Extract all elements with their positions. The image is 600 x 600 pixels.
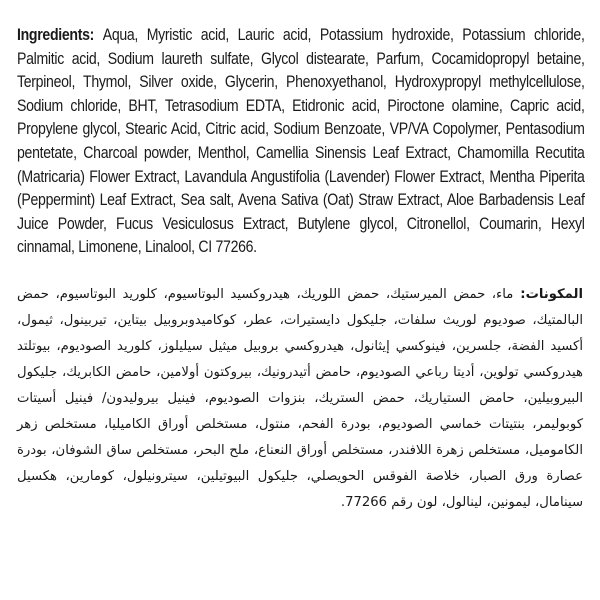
- english-ingredients: [17, 24, 585, 260]
- english-ingredients-heading: Ingredients:: [17, 26, 103, 44]
- english-ingredients-text: Aqua, Myristic acid, Lauric acid, Potassium hydroxide, Potassium chloride, Palmitic acid, Sodium laureth sulfate, Glycol distearate, Parfum, Cocamidopropyl betaine, Terpineol, Thymol, Silver oxide, Glycerin, Phenoxyethanol, Hydroxypropyl methylcellulose, Sodium chloride, BHT, Tetrasodium EDTA, Etidronic acid, Piroctone olamine, Capric acid, Propylene glycol, Stearic Acid, Citric acid, Sodium Benzoate, VP/VA Copolymer, Pentasodium pentetate, Charcoal powder, Menthol, Camellia Sinensis Leaf Extract, Chamomilla Recutita (Matricaria) Flower Extract, Lavandula Angustifolia (Lavender) Flower Extract, Mentha Piperita (Peppermint) Leaf Extract, Sea salt, Avena Sativa (Oat) Straw Extract, Aloe Barbadensis Leaf Juice Powder, Fucus Vesiculosus Extract, Butylene glycol, Citronellol, Coumarin, Hexyl cinnamal, Limonene, Linalool, CI 77266.: [17, 26, 585, 257]
- arabic-ingredients-heading: المكونات:: [513, 286, 583, 302]
- arabic-ingredients: [17, 282, 583, 516]
- arabic-ingredients-text: ماء، حمض الميرستيك، حمض اللوريك، هيدروكسيد البوتاسيوم، كلوريد البوتاسيوم، حمض البالمتيك، صوديوم لوريث سلفات، جليكول دايستيرات، عطر، كوكاميدوبروبيل بيتاين، تيربينول، ثيمول، أكسيد الفضة، جلسرين، فينوكسي إيثانول، هيدروكسي بروبيل ميثيل سيليلوز، كلوريد الصوديوم، بيوتلتد هيدروكسي تولوين، أديتا رباعي الصوديوم، حامض أتيدرونيك، بيروكتون أولامين، حامض الكابريك، جليكول البيروبيلين، حامض الستياريك، حمض الستريك، بنزوات الصوديوم، فينيل بيروليدون/ فينيل أسيتات كوبوليمر، بنتيتات خماسي الصوديوم، بودرة الفحم، منتول، مستخلص أوراق الكاميليا، مستخلص زهر الكاموميل، مستخلص زهرة اللافندر، مستخلص أوراق النعناع، ملح البحر، مستخلص ساق الشوفان، بودرة عصارة ورق الصبار، خلاصة الفوقس الحويصلي، جليكول البيوتيلين، سيترونيلول، كومارين، هكسيل سينامال، ليمونين، لينالول، لون رقم 77266.: [17, 286, 583, 510]
